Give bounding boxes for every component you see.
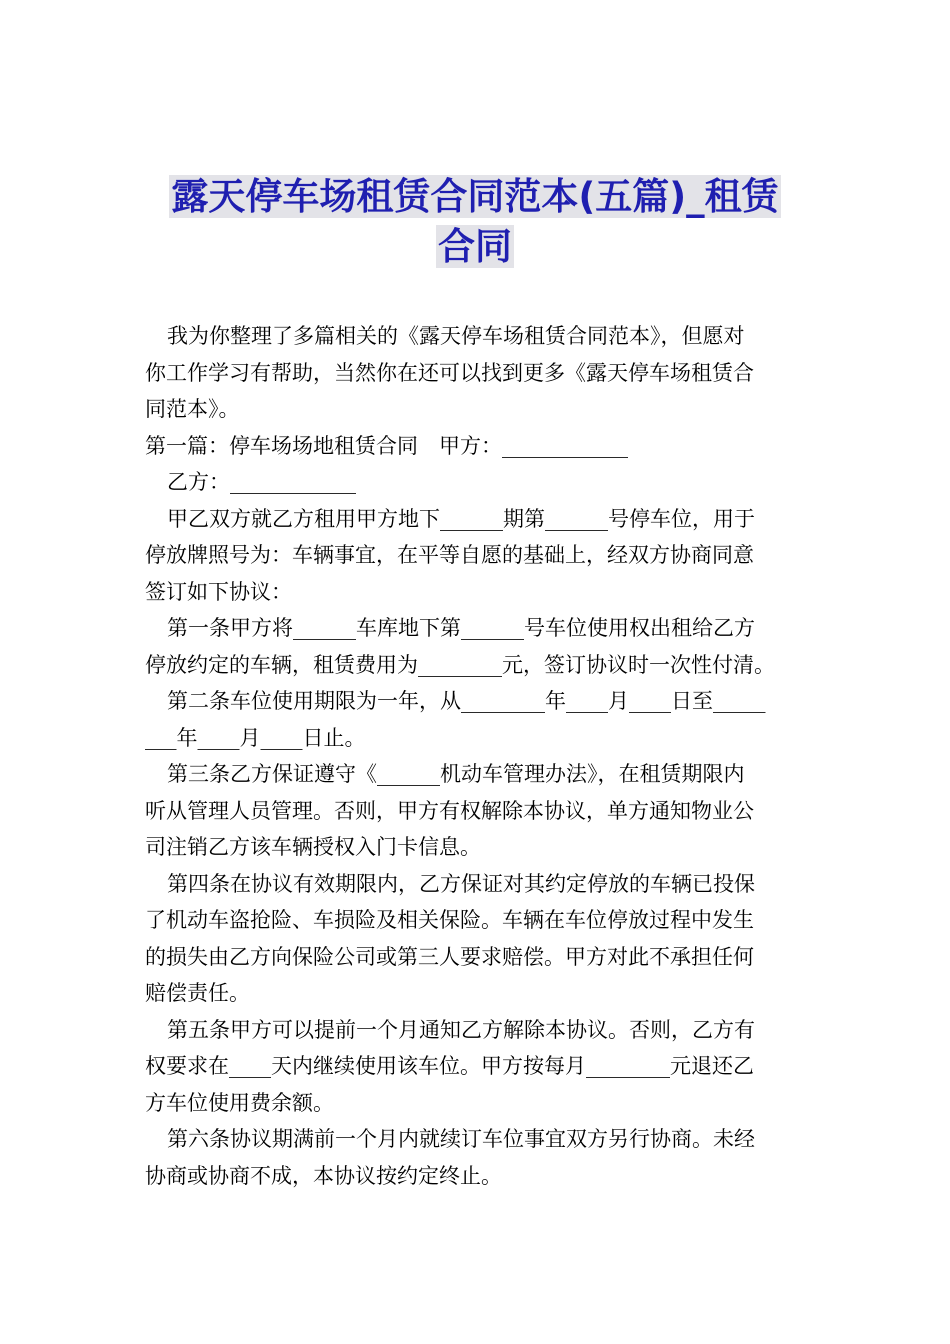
clause-line: 的损失由乙方向保险公司或第三人要求赔偿。甲方对此不承担任何 <box>145 944 754 969</box>
document-body <box>145 318 810 1194</box>
clause-line: 第五条甲方可以提前一个月通知乙方解除本协议。否则，乙方有 <box>167 1017 755 1042</box>
paragraph-line: 停放牌照号为：车辆事宜，在平等自愿的基础上，经双方协商同意 <box>145 543 754 567</box>
clause-line: 了机动车盗抢险、车损险及相关保险。车辆在车位停放过程中发生 <box>145 908 754 932</box>
clause-line: 第四条在协议有效期限内，乙方保证对其约定停放的车辆已投保 <box>167 871 755 896</box>
paragraph-line: 我为你整理了多篇相关的《露天停车场租赁合同范本》，但愿对 <box>167 324 745 348</box>
paragraph-line: 签订如下协议： <box>145 579 292 604</box>
clause-line: 协商或协商不成，本协议按约定终止。 <box>145 1163 502 1188</box>
title-line-2: 合同 <box>438 225 512 268</box>
clause-line: 停放约定的车辆，租赁费用为________元，签订协议时一次性付清。 <box>145 652 775 677</box>
clause-line: 第一条甲方将______车库地下第______号车位使用权出租给乙方 <box>167 616 755 640</box>
clause-line: ___年____月____日止。 <box>145 725 366 750</box>
clause-line: 权要求在____天内继续使用该车位。甲方按每月________元退还乙 <box>145 1054 754 1078</box>
section-heading: 第一篇：停车场场地租赁合同 甲方：____________ <box>145 433 628 458</box>
document-title <box>0 172 950 272</box>
clause-line: 第六条协议期满前一个月内就续订车位事宜双方另行协商。未经 <box>167 1127 755 1151</box>
clause-line: 听从管理人员管理。否则，甲方有权解除本协议，单方通知物业公 <box>145 798 754 823</box>
clause-line: 方车位使用费余额。 <box>145 1090 334 1115</box>
paragraph-line: 甲乙双方就乙方租用甲方地下______期第______号停车位，用于 <box>167 506 755 531</box>
clause-line: 第二条车位使用期限为一年，从________年____月____日至_____ <box>167 689 766 713</box>
paragraph-line: 你工作学习有帮助，当然你在还可以找到更多《露天停车场租赁合 <box>145 360 754 385</box>
title-line-1: 露天停车场租赁合同范本(五篇)_租赁 <box>171 175 779 218</box>
clause-line: 司注销乙方该车辆授权入门卡信息。 <box>145 835 481 859</box>
clause-line: 第三条乙方保证遵守《______机动车管理办法》，在租赁期限内 <box>167 762 745 786</box>
clause-line: 赔偿责任。 <box>145 981 250 1005</box>
paragraph-line: 同范本》。 <box>145 397 240 421</box>
paragraph-line: 乙方：____________ <box>167 470 356 494</box>
